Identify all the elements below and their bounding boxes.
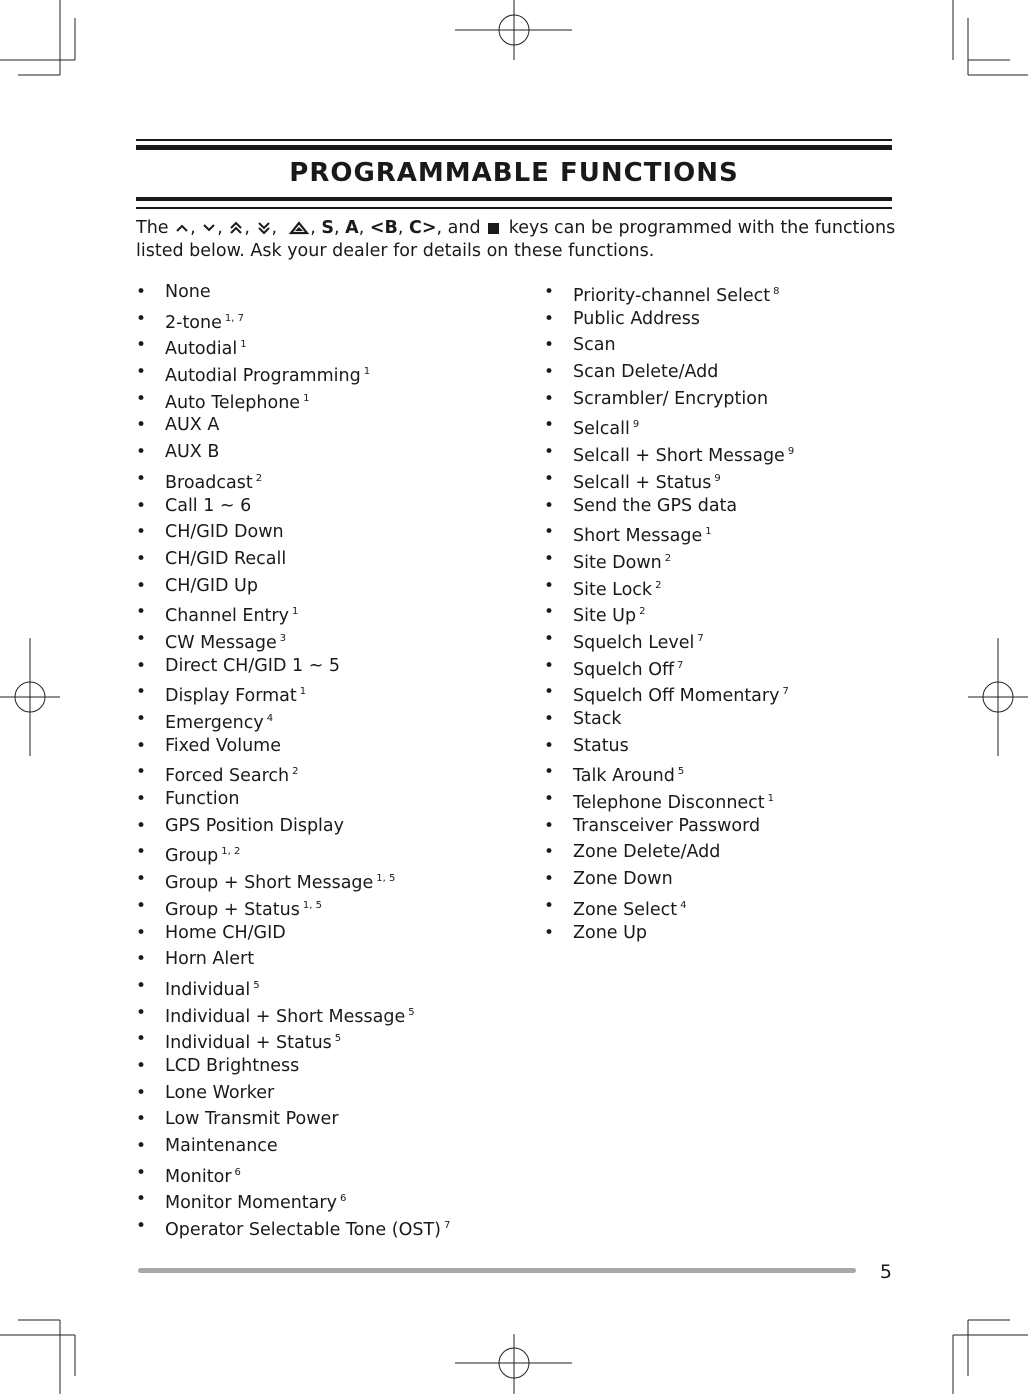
- function-label: Function: [165, 789, 240, 810]
- function-footnote: 2: [639, 606, 646, 618]
- function-label: Autodial: [165, 339, 238, 360]
- function-item: [136, 920, 450, 947]
- function-item: [136, 332, 450, 359]
- function-label: Send the GPS data: [573, 495, 738, 516]
- function-item: [544, 679, 794, 706]
- function-label: Operator Selectable Tone (OST): [165, 1220, 441, 1241]
- function-label: Display Format: [165, 686, 297, 707]
- function-footnote: 6: [339, 1193, 347, 1205]
- function-label: Priority-channel Select: [573, 286, 771, 306]
- function-label: Horn Alert: [165, 949, 255, 970]
- function-label: Fixed Volume: [165, 735, 281, 756]
- function-label: CW Message: [165, 632, 277, 653]
- function-label: GPS Position Display: [165, 815, 344, 836]
- function-footnote: 5: [677, 766, 685, 778]
- function-footnote: 5: [334, 1033, 342, 1045]
- down-chevron-icon: [202, 222, 216, 234]
- function-footnote: 1, 5: [376, 873, 396, 885]
- function-item: [136, 1026, 450, 1053]
- function-item: [136, 1186, 450, 1213]
- function-item: [136, 893, 450, 920]
- function-label: Squelch Off: [573, 659, 675, 680]
- function-item: [136, 306, 450, 333]
- function-footnote: 1: [705, 526, 712, 538]
- function-item: [136, 786, 450, 813]
- function-label: Monitor: [165, 1166, 232, 1187]
- function-label: Status: [573, 735, 629, 756]
- function-item: [544, 493, 794, 520]
- function-label: Zone Select: [573, 899, 678, 920]
- function-item: [136, 573, 450, 600]
- function-item: [544, 920, 794, 947]
- function-label: Squelch Off Momentary: [573, 686, 780, 707]
- function-footnote: 2: [664, 552, 672, 564]
- function-label: Group + Status: [165, 899, 300, 920]
- up-chevron-icon: [175, 222, 189, 234]
- function-label: Public Address: [573, 308, 701, 329]
- function-label: Monitor Momentary: [165, 1193, 337, 1214]
- function-label: Auto Telephone: [165, 392, 301, 413]
- function-list-right: [544, 279, 794, 946]
- function-footnote: 3: [279, 632, 287, 644]
- function-footnote: 1: [299, 686, 307, 698]
- function-item: [136, 412, 450, 439]
- double-up-chevron-icon: [229, 221, 243, 235]
- function-label: Individual + Status: [165, 1033, 332, 1054]
- function-item: [136, 1000, 450, 1027]
- intro-paragraph: The , , , , , S, A, <B, C>, and keys can be programmed with the functions listed below. Ask your dealer for details on these functions.: [136, 218, 896, 261]
- function-item: [544, 626, 794, 653]
- function-item: [136, 1213, 450, 1240]
- function-label: Scan Delete/Add: [573, 362, 719, 383]
- intro-text-start: The: [136, 218, 175, 238]
- function-label: Scan: [573, 335, 616, 356]
- function-label: CH/GID Recall: [165, 548, 287, 569]
- function-item: [136, 706, 450, 733]
- function-item: [544, 759, 794, 786]
- function-item: [544, 386, 794, 413]
- function-footnote: 7: [443, 1220, 451, 1232]
- function-label: Group: [165, 846, 219, 867]
- key-c-label: C>: [408, 218, 437, 238]
- function-item: [136, 493, 450, 520]
- function-label: Direct CH/GID 1 ~ 5: [165, 655, 341, 676]
- function-item: [544, 839, 794, 866]
- function-item: [544, 546, 794, 573]
- square-key-icon: [488, 223, 499, 234]
- function-label: Transceiver Password: [573, 815, 761, 836]
- function-footnote: 4: [680, 899, 687, 911]
- function-item: [136, 759, 450, 786]
- function-label: Zone Down: [573, 869, 673, 890]
- function-item: [544, 466, 794, 493]
- intro-line-2: listed below. Ask your dealer for details on these functions.: [136, 241, 655, 261]
- function-footnote: 5: [408, 1006, 415, 1018]
- function-label: Site Up: [573, 606, 637, 627]
- function-label: Broadcast: [165, 472, 253, 493]
- function-item: [544, 786, 794, 813]
- function-item: [544, 573, 794, 600]
- function-item: [136, 519, 450, 546]
- function-item: [136, 653, 450, 680]
- function-footnote: 2: [292, 766, 299, 778]
- function-footnote: 9: [787, 446, 795, 458]
- header-rule-top-thick: [136, 145, 892, 150]
- function-label: Selcall + Status: [573, 472, 712, 493]
- function-label: Individual: [165, 979, 251, 1000]
- function-item: [544, 412, 794, 439]
- function-footnote: 6: [234, 1166, 241, 1178]
- function-label: Autodial Programming: [165, 366, 361, 387]
- function-label: Group + Short Message: [165, 873, 374, 894]
- function-item: [544, 733, 794, 760]
- function-label: CH/GID Up: [165, 575, 258, 596]
- function-item: [136, 439, 450, 466]
- function-label: Low Transmit Power: [165, 1109, 339, 1130]
- function-label: 2-tone: [165, 312, 222, 333]
- key-b-label: <B: [369, 218, 398, 238]
- header-rule-top-thin: [136, 139, 892, 141]
- double-down-chevron-icon: [257, 221, 271, 235]
- function-label: Call 1 ~ 6: [165, 495, 252, 516]
- function-footnote: 9: [714, 472, 721, 484]
- function-item: [136, 466, 450, 493]
- function-item: [136, 679, 450, 706]
- function-label: Stack: [573, 709, 622, 729]
- page-title: PROGRAMMABLE FUNCTIONS: [289, 158, 739, 188]
- function-item: [136, 359, 450, 386]
- function-label: Squelch Level: [573, 632, 695, 653]
- function-item: [136, 1106, 450, 1133]
- function-label: AUX A: [165, 415, 220, 436]
- function-item: [544, 519, 794, 546]
- function-item: [136, 946, 450, 973]
- function-item: [136, 1080, 450, 1107]
- function-item: [136, 546, 450, 573]
- function-item: [136, 839, 450, 866]
- function-footnote: 2: [655, 579, 662, 591]
- function-item: [544, 653, 794, 680]
- function-label: Scrambler/ Encryption: [573, 388, 769, 409]
- function-item: [544, 813, 794, 840]
- function-label: CH/GID Down: [165, 522, 284, 543]
- function-label: LCD Brightness: [165, 1055, 300, 1076]
- function-footnote: 2: [255, 472, 263, 484]
- function-item: [136, 973, 450, 1000]
- function-footnote: 1: [303, 392, 310, 404]
- function-label: Site Lock: [573, 579, 653, 600]
- function-label: Channel Entry: [165, 606, 289, 627]
- function-item: [136, 866, 450, 893]
- function-label: Site Down: [573, 552, 662, 573]
- triangle-key-icon: [289, 221, 309, 235]
- function-label: Zone Up: [573, 922, 648, 943]
- function-footnote: 1, 2: [221, 846, 241, 858]
- function-item: [136, 1160, 450, 1187]
- function-label: Individual + Short Message: [165, 1006, 406, 1027]
- function-item: [136, 386, 450, 413]
- function-list-left: [136, 279, 450, 1240]
- function-item: [544, 439, 794, 466]
- function-item: [544, 279, 794, 306]
- function-label: Forced Search: [165, 766, 290, 787]
- function-footnote: 7: [697, 632, 704, 644]
- function-item: [544, 866, 794, 893]
- function-item: [136, 279, 450, 306]
- header-rule-bottom-thin: [136, 207, 892, 209]
- footer-bar: [138, 1268, 856, 1273]
- function-footnote: 4: [266, 713, 274, 724]
- function-label: Emergency: [165, 713, 264, 733]
- function-item: [544, 332, 794, 359]
- function-label: Selcall + Short Message: [573, 446, 785, 467]
- function-footnote: 1: [767, 793, 775, 805]
- intro-text-and: , and: [436, 218, 487, 238]
- function-label: Lone Worker: [165, 1082, 275, 1103]
- function-footnote: 1: [363, 366, 371, 378]
- function-label: AUX B: [165, 442, 220, 463]
- function-footnote: 1: [291, 606, 299, 618]
- function-item: [544, 706, 794, 733]
- key-a-label: A: [345, 218, 359, 238]
- function-label: Short Message: [573, 526, 703, 547]
- function-label: None: [165, 282, 211, 302]
- intro-text-end: keys can be programmed with the functions: [503, 218, 896, 238]
- page-number: 5: [879, 1261, 892, 1283]
- function-item: [136, 813, 450, 840]
- function-label: Telephone Disconnect: [573, 793, 765, 814]
- function-item: [544, 306, 794, 333]
- function-item: [136, 1053, 450, 1080]
- function-label: Selcall: [573, 419, 630, 440]
- function-item: [136, 599, 450, 626]
- function-footnote: 9: [632, 419, 640, 431]
- function-footnote: 7: [782, 686, 789, 698]
- function-footnote: 1, 7: [224, 312, 244, 324]
- function-item: [136, 733, 450, 760]
- function-item: [544, 599, 794, 626]
- function-footnote: 1, 5: [302, 899, 322, 911]
- function-label: Talk Around: [573, 766, 675, 787]
- function-item: [136, 626, 450, 653]
- function-item: [544, 359, 794, 386]
- function-footnote: 7: [677, 659, 684, 671]
- function-footnote: 8: [773, 286, 780, 297]
- function-label: Home CH/GID: [165, 922, 286, 943]
- function-footnote: 5: [253, 979, 260, 991]
- function-label: Maintenance: [165, 1136, 278, 1156]
- key-s-label: S: [321, 218, 334, 238]
- function-label: Zone Delete/Add: [573, 842, 721, 863]
- function-footnote: 1: [240, 339, 247, 351]
- header-rule-bottom-thick: [136, 197, 892, 201]
- function-item: [544, 893, 794, 920]
- function-item: [136, 1133, 450, 1160]
